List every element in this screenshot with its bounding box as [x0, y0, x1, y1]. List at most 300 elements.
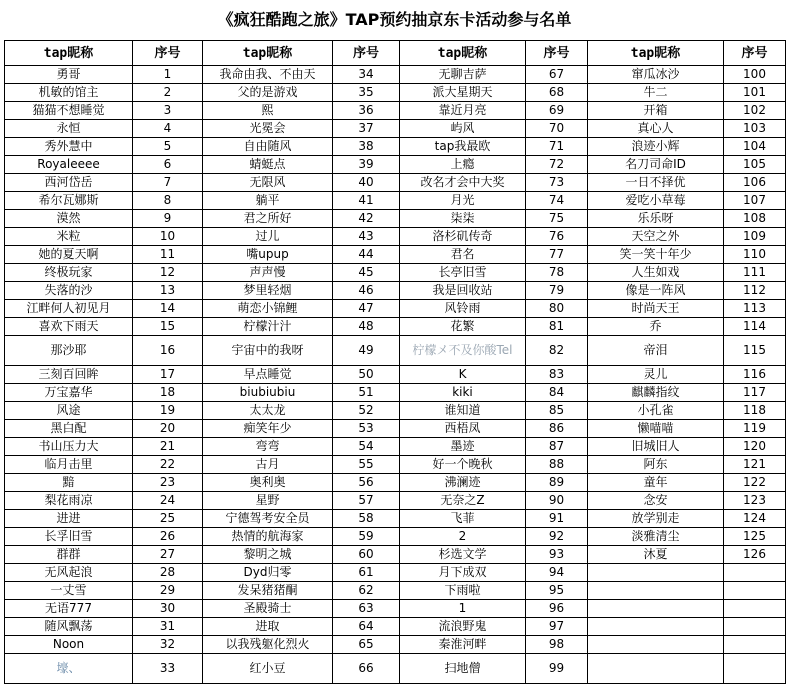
number-cell: 66: [333, 654, 400, 684]
nickname-cell: 萌恋小锦鲤: [203, 300, 333, 318]
number-cell: 60: [333, 546, 400, 564]
number-cell: 82: [526, 336, 588, 366]
nickname-cell: 红小豆: [203, 654, 333, 684]
number-cell: 31: [133, 618, 203, 636]
number-cell: [724, 618, 786, 636]
number-cell: 108: [724, 210, 786, 228]
nickname-cell: 梨花雨凉: [5, 492, 133, 510]
nickname-cell: 灵儿: [588, 366, 724, 384]
number-cell: 58: [333, 510, 400, 528]
nickname-cell: tap我最欧: [400, 138, 526, 156]
number-cell: 50: [333, 366, 400, 384]
number-cell: 10: [133, 228, 203, 246]
number-cell: 1: [133, 66, 203, 84]
number-cell: 18: [133, 384, 203, 402]
header-number: 序号: [333, 41, 400, 66]
number-cell: 29: [133, 582, 203, 600]
number-cell: 16: [133, 336, 203, 366]
table-row: [5, 600, 786, 618]
number-cell: 109: [724, 228, 786, 246]
nickname-cell: [588, 636, 724, 654]
number-cell: 100: [724, 66, 786, 84]
nickname-cell: 长孚旧雪: [5, 528, 133, 546]
number-cell: 74: [526, 192, 588, 210]
nickname-cell: 屿风: [400, 120, 526, 138]
number-cell: 115: [724, 336, 786, 366]
number-cell: 73: [526, 174, 588, 192]
nickname-cell: 扫地僧: [400, 654, 526, 684]
number-cell: 118: [724, 402, 786, 420]
nickname-cell: 宇宙中的我呀: [203, 336, 333, 366]
nickname-cell: 弯弯: [203, 438, 333, 456]
nickname-cell: 开箱: [588, 102, 724, 120]
nickname-cell: 米粒: [5, 228, 133, 246]
nickname-cell: 我是回收站: [400, 282, 526, 300]
nickname-cell: biubiubiu: [203, 384, 333, 402]
nickname-cell: 笑一笑十年少: [588, 246, 724, 264]
header-nickname: tap昵称: [5, 41, 133, 66]
table-row: [5, 264, 786, 282]
number-cell: 77: [526, 246, 588, 264]
header-nickname: tap昵称: [400, 41, 526, 66]
nickname-cell: 流浪野鬼: [400, 618, 526, 636]
nickname-cell: 2: [400, 528, 526, 546]
nickname-cell: 乔: [588, 318, 724, 336]
number-cell: 4: [133, 120, 203, 138]
nickname-cell: 壕、: [5, 654, 133, 684]
header-nickname: tap昵称: [203, 41, 333, 66]
nickname-cell: 熙: [203, 102, 333, 120]
table-row: [5, 384, 786, 402]
number-cell: 104: [724, 138, 786, 156]
table-row: [5, 402, 786, 420]
nickname-cell: 旧城旧人: [588, 438, 724, 456]
number-cell: [724, 564, 786, 582]
table-row: [5, 300, 786, 318]
nickname-cell: 秦淮河畔: [400, 636, 526, 654]
nickname-cell: 柠檬汁汁: [203, 318, 333, 336]
table-row: [5, 564, 786, 582]
nickname-cell: [588, 564, 724, 582]
number-cell: 37: [333, 120, 400, 138]
nickname-cell: 改名才会中大奖: [400, 174, 526, 192]
nickname-cell: 无语777: [5, 600, 133, 618]
nickname-cell: 飞菲: [400, 510, 526, 528]
nickname-cell: 沐夏: [588, 546, 724, 564]
table-row: [5, 228, 786, 246]
nickname-cell: 1: [400, 600, 526, 618]
nickname-cell: 圣殿骑士: [203, 600, 333, 618]
number-cell: 30: [133, 600, 203, 618]
number-cell: 41: [333, 192, 400, 210]
nickname-cell: 窜瓜冰沙: [588, 66, 724, 84]
nickname-cell: 念安: [588, 492, 724, 510]
number-cell: 123: [724, 492, 786, 510]
nickname-cell: 人生如戏: [588, 264, 724, 282]
number-cell: 23: [133, 474, 203, 492]
nickname-cell: K: [400, 366, 526, 384]
nickname-cell: 猫猫不想睡觉: [5, 102, 133, 120]
table-row: [5, 654, 786, 684]
nickname-cell: 早点睡觉: [203, 366, 333, 384]
nickname-cell: 柠檬メ不及你酸Tel: [400, 336, 526, 366]
number-cell: 71: [526, 138, 588, 156]
number-cell: 67: [526, 66, 588, 84]
number-cell: 87: [526, 438, 588, 456]
number-cell: 59: [333, 528, 400, 546]
number-cell: 101: [724, 84, 786, 102]
nickname-cell: 以我残躯化烈火: [203, 636, 333, 654]
table-row: [5, 120, 786, 138]
nickname-cell: [588, 582, 724, 600]
nickname-cell: 靠近月亮: [400, 102, 526, 120]
number-cell: 70: [526, 120, 588, 138]
nickname-cell: 希尔瓦娜斯: [5, 192, 133, 210]
number-cell: 65: [333, 636, 400, 654]
number-cell: 125: [724, 528, 786, 546]
nickname-cell: 勇哥: [5, 66, 133, 84]
nickname-cell: 一丈雪: [5, 582, 133, 600]
number-cell: 17: [133, 366, 203, 384]
number-cell: 69: [526, 102, 588, 120]
table-row: [5, 210, 786, 228]
nickname-cell: 喜欢下雨天: [5, 318, 133, 336]
table-row: [5, 336, 786, 366]
number-cell: 79: [526, 282, 588, 300]
header-nickname: tap昵称: [588, 41, 724, 66]
number-cell: 56: [333, 474, 400, 492]
number-cell: 25: [133, 510, 203, 528]
number-cell: 63: [333, 600, 400, 618]
table-row: [5, 474, 786, 492]
number-cell: 32: [133, 636, 203, 654]
nickname-cell: 君名: [400, 246, 526, 264]
nickname-cell: 西梧凤: [400, 420, 526, 438]
number-cell: 21: [133, 438, 203, 456]
number-cell: 120: [724, 438, 786, 456]
number-cell: 43: [333, 228, 400, 246]
number-cell: 113: [724, 300, 786, 318]
nickname-cell: Noon: [5, 636, 133, 654]
number-cell: 72: [526, 156, 588, 174]
nickname-cell: 星野: [203, 492, 333, 510]
nickname-cell: 奥利奥: [203, 474, 333, 492]
number-cell: 81: [526, 318, 588, 336]
nickname-cell: 月下成双: [400, 564, 526, 582]
number-cell: [724, 636, 786, 654]
nickname-cell: 名刀司命ID: [588, 156, 724, 174]
nickname-cell: 浪迹小辉: [588, 138, 724, 156]
number-cell: 106: [724, 174, 786, 192]
table-row: [5, 66, 786, 84]
nickname-cell: 长亭旧雪: [400, 264, 526, 282]
number-cell: 6: [133, 156, 203, 174]
number-cell: 75: [526, 210, 588, 228]
number-cell: 13: [133, 282, 203, 300]
number-cell: 48: [333, 318, 400, 336]
number-cell: 42: [333, 210, 400, 228]
nickname-cell: 那沙耶: [5, 336, 133, 366]
nickname-cell: [588, 654, 724, 684]
number-cell: 34: [333, 66, 400, 84]
nickname-cell: 派大星期天: [400, 84, 526, 102]
number-cell: 78: [526, 264, 588, 282]
number-cell: 62: [333, 582, 400, 600]
nickname-cell: 柒柒: [400, 210, 526, 228]
number-cell: 86: [526, 420, 588, 438]
nickname-cell: 她的夏天啊: [5, 246, 133, 264]
number-cell: 38: [333, 138, 400, 156]
number-cell: 122: [724, 474, 786, 492]
number-cell: 55: [333, 456, 400, 474]
nickname-cell: 杉选文学: [400, 546, 526, 564]
number-cell: 111: [724, 264, 786, 282]
nickname-cell: 万宝嘉华: [5, 384, 133, 402]
number-cell: 64: [333, 618, 400, 636]
number-cell: 49: [333, 336, 400, 366]
nickname-cell: 上瘾: [400, 156, 526, 174]
number-cell: 110: [724, 246, 786, 264]
nickname-cell: 时尚天王: [588, 300, 724, 318]
nickname-cell: Royaleeee: [5, 156, 133, 174]
page-title: 《疯狂酷跑之旅》TAP预约抽京东卡活动参与名单: [217, 10, 572, 29]
number-cell: 98: [526, 636, 588, 654]
nickname-cell: 光冕会: [203, 120, 333, 138]
number-cell: 90: [526, 492, 588, 510]
table-row: [5, 174, 786, 192]
nickname-cell: 黯: [5, 474, 133, 492]
table-row: [5, 456, 786, 474]
number-cell: 46: [333, 282, 400, 300]
number-cell: 15: [133, 318, 203, 336]
number-cell: 76: [526, 228, 588, 246]
nickname-cell: 墨迹: [400, 438, 526, 456]
nickname-cell: 痴笑年少: [203, 420, 333, 438]
number-cell: 91: [526, 510, 588, 528]
number-cell: 84: [526, 384, 588, 402]
number-cell: 39: [333, 156, 400, 174]
table-row: [5, 84, 786, 102]
nickname-cell: 阿东: [588, 456, 724, 474]
table-row: [5, 102, 786, 120]
number-cell: 9: [133, 210, 203, 228]
number-cell: 102: [724, 102, 786, 120]
nickname-cell: [588, 600, 724, 618]
table-row: [5, 528, 786, 546]
table-row: [5, 138, 786, 156]
nickname-cell: 沸澜迹: [400, 474, 526, 492]
number-cell: 26: [133, 528, 203, 546]
number-cell: [724, 582, 786, 600]
number-cell: 117: [724, 384, 786, 402]
nickname-cell: 小孔雀: [588, 402, 724, 420]
number-cell: [724, 654, 786, 684]
nickname-cell: 秀外慧中: [5, 138, 133, 156]
nickname-cell: 江畔何人初见月: [5, 300, 133, 318]
number-cell: 53: [333, 420, 400, 438]
number-cell: 14: [133, 300, 203, 318]
nickname-cell: 爱吃小草莓: [588, 192, 724, 210]
number-cell: 57: [333, 492, 400, 510]
number-cell: 40: [333, 174, 400, 192]
nickname-cell: 像是一阵风: [588, 282, 724, 300]
number-cell: 2: [133, 84, 203, 102]
nickname-cell: 随风飘荡: [5, 618, 133, 636]
nickname-cell: [588, 618, 724, 636]
number-cell: 83: [526, 366, 588, 384]
nickname-cell: 嘴upup: [203, 246, 333, 264]
number-cell: 116: [724, 366, 786, 384]
nickname-cell: 风途: [5, 402, 133, 420]
number-cell: 8: [133, 192, 203, 210]
nickname-cell: 终极玩家: [5, 264, 133, 282]
nickname-cell: 童年: [588, 474, 724, 492]
number-cell: 99: [526, 654, 588, 684]
number-cell: 119: [724, 420, 786, 438]
number-cell: 92: [526, 528, 588, 546]
number-cell: 96: [526, 600, 588, 618]
number-cell: [724, 600, 786, 618]
number-cell: 89: [526, 474, 588, 492]
number-cell: 114: [724, 318, 786, 336]
number-cell: 88: [526, 456, 588, 474]
nickname-cell: 失落的沙: [5, 282, 133, 300]
table-row: [5, 636, 786, 654]
number-cell: 85: [526, 402, 588, 420]
number-cell: 7: [133, 174, 203, 192]
number-cell: 19: [133, 402, 203, 420]
number-cell: 68: [526, 84, 588, 102]
number-cell: 11: [133, 246, 203, 264]
number-cell: 44: [333, 246, 400, 264]
participant-table: [4, 40, 786, 684]
number-cell: 121: [724, 456, 786, 474]
table-row: [5, 318, 786, 336]
nickname-cell: 无奈之Z: [400, 492, 526, 510]
number-cell: 124: [724, 510, 786, 528]
nickname-cell: 梦里轻烟: [203, 282, 333, 300]
table-row: [5, 156, 786, 174]
table-row: [5, 510, 786, 528]
table-row: [5, 420, 786, 438]
nickname-cell: 机敏的馆主: [5, 84, 133, 102]
nickname-cell: 群群: [5, 546, 133, 564]
table-row: [5, 192, 786, 210]
nickname-cell: 风铃雨: [400, 300, 526, 318]
number-cell: 51: [333, 384, 400, 402]
nickname-cell: 西河岱岳: [5, 174, 133, 192]
nickname-cell: 君之所好: [203, 210, 333, 228]
nickname-cell: 乐乐呀: [588, 210, 724, 228]
nickname-cell: 父的是游戏: [203, 84, 333, 102]
nickname-cell: 书山压力大: [5, 438, 133, 456]
number-cell: 52: [333, 402, 400, 420]
number-cell: 33: [133, 654, 203, 684]
nickname-cell: 无限风: [203, 174, 333, 192]
nickname-cell: 临月击里: [5, 456, 133, 474]
number-cell: 105: [724, 156, 786, 174]
nickname-cell: 黎明之城: [203, 546, 333, 564]
number-cell: 3: [133, 102, 203, 120]
table-row: [5, 618, 786, 636]
nickname-cell: 我命由我、不由天: [203, 66, 333, 84]
nickname-cell: 发呆猪猪酮: [203, 582, 333, 600]
nickname-cell: 放学别走: [588, 510, 724, 528]
nickname-cell: 古月: [203, 456, 333, 474]
number-cell: 12: [133, 264, 203, 282]
nickname-cell: 麒麟指纹: [588, 384, 724, 402]
nickname-cell: 进取: [203, 618, 333, 636]
nickname-cell: 三刻百回眸: [5, 366, 133, 384]
nickname-cell: 洛杉矶传奇: [400, 228, 526, 246]
number-cell: 112: [724, 282, 786, 300]
number-cell: 5: [133, 138, 203, 156]
header-row: [5, 41, 786, 66]
nickname-cell: 无风起浪: [5, 564, 133, 582]
number-cell: 80: [526, 300, 588, 318]
table-row: [5, 246, 786, 264]
nickname-cell: 太太龙: [203, 402, 333, 420]
table-row: [5, 438, 786, 456]
nickname-cell: 淡雅清尘: [588, 528, 724, 546]
nickname-cell: 真心人: [588, 120, 724, 138]
nickname-cell: 一日不择优: [588, 174, 724, 192]
table-row: [5, 282, 786, 300]
header-number: 序号: [526, 41, 588, 66]
nickname-cell: 热情的航海家: [203, 528, 333, 546]
number-cell: 36: [333, 102, 400, 120]
nickname-cell: 过儿: [203, 228, 333, 246]
number-cell: 126: [724, 546, 786, 564]
nickname-cell: 无聊吉萨: [400, 66, 526, 84]
nickname-cell: 躺平: [203, 192, 333, 210]
nickname-cell: 声声慢: [203, 264, 333, 282]
nickname-cell: 蜻蜓点: [203, 156, 333, 174]
number-cell: 24: [133, 492, 203, 510]
nickname-cell: 牛二: [588, 84, 724, 102]
nickname-cell: 宁德驾考安全员: [203, 510, 333, 528]
nickname-cell: 进进: [5, 510, 133, 528]
table-row: [5, 366, 786, 384]
header-number: 序号: [133, 41, 203, 66]
nickname-cell: 自由随风: [203, 138, 333, 156]
number-cell: 22: [133, 456, 203, 474]
number-cell: 95: [526, 582, 588, 600]
number-cell: 27: [133, 546, 203, 564]
nickname-cell: Dyd归零: [203, 564, 333, 582]
number-cell: 103: [724, 120, 786, 138]
nickname-cell: 永恒: [5, 120, 133, 138]
table-row: [5, 582, 786, 600]
nickname-cell: 懒喵喵: [588, 420, 724, 438]
nickname-cell: 下雨啦: [400, 582, 526, 600]
nickname-cell: 黑白配: [5, 420, 133, 438]
table-row: [5, 546, 786, 564]
number-cell: 107: [724, 192, 786, 210]
number-cell: 94: [526, 564, 588, 582]
number-cell: 97: [526, 618, 588, 636]
table-row: [5, 492, 786, 510]
nickname-cell: 天空之外: [588, 228, 724, 246]
header-number: 序号: [724, 41, 786, 66]
number-cell: 28: [133, 564, 203, 582]
nickname-cell: 漠然: [5, 210, 133, 228]
number-cell: 45: [333, 264, 400, 282]
number-cell: 93: [526, 546, 588, 564]
nickname-cell: 帝泪: [588, 336, 724, 366]
nickname-cell: 好一个晚秋: [400, 456, 526, 474]
number-cell: 20: [133, 420, 203, 438]
